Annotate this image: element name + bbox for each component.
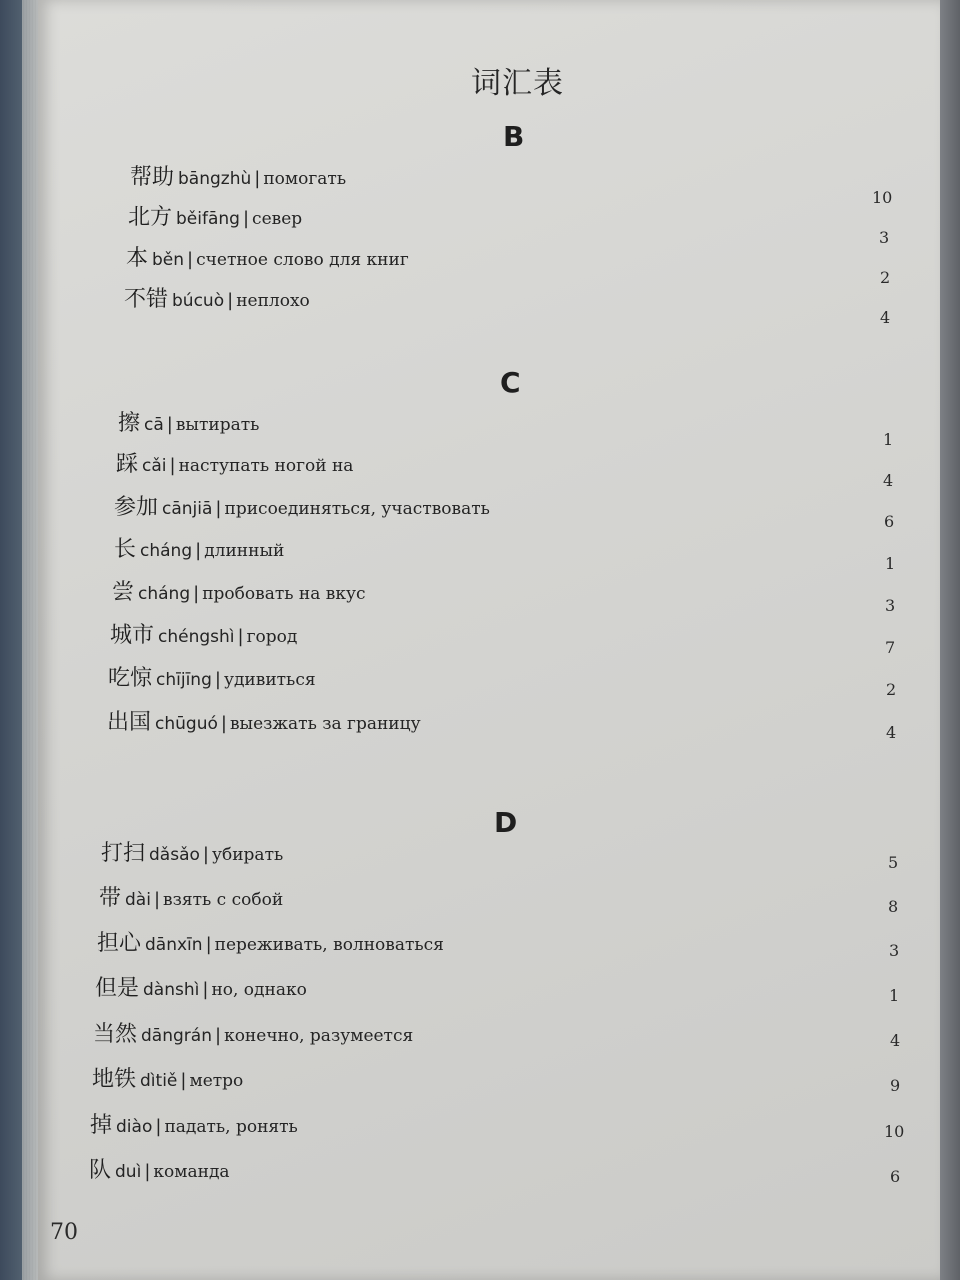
entry-meaning: наступать ногой на xyxy=(178,456,354,476)
vocab-entry xyxy=(95,975,307,1004)
entry-hanzi: 不错 xyxy=(124,287,169,312)
entry-separator: | xyxy=(202,844,209,865)
lesson-number: 8 xyxy=(888,897,899,916)
vocab-entry xyxy=(112,579,365,608)
page-number: 70 xyxy=(50,1220,78,1245)
vocab-entry xyxy=(90,1112,298,1141)
entry-pinyin: cháng xyxy=(138,584,191,604)
entry-separator: | xyxy=(166,414,173,435)
entry-meaning: присоединяться, участвовать xyxy=(224,499,490,519)
vocab-entry xyxy=(114,494,490,523)
entry-meaning: конечно, разумеется xyxy=(224,1026,414,1046)
entry-pinyin: dānxīn xyxy=(145,935,203,955)
entry-hanzi: 踩 xyxy=(116,452,139,477)
lesson-number: 2 xyxy=(880,268,891,287)
lesson-number: 6 xyxy=(884,512,895,531)
entry-meaning: счетное слово для книг xyxy=(196,250,409,270)
entry-meaning: выезжать за границу xyxy=(229,714,421,734)
lesson-number: 4 xyxy=(890,1031,901,1050)
entry-pinyin: dǎsǎo xyxy=(149,845,200,865)
lesson-number: 2 xyxy=(886,680,897,699)
entry-hanzi: 但是 xyxy=(95,976,140,1001)
entry-pinyin: běifāng xyxy=(176,209,240,229)
entry-hanzi: 当然 xyxy=(93,1022,138,1047)
entry-separator: | xyxy=(144,1161,151,1182)
book-page xyxy=(38,0,940,1280)
entry-meaning: длинный xyxy=(204,541,285,561)
entry-hanzi: 北方 xyxy=(128,205,173,230)
lesson-number: 7 xyxy=(885,638,896,657)
entry-meaning: падать, ронять xyxy=(164,1117,298,1137)
vocab-entry xyxy=(108,665,316,694)
entry-hanzi: 长 xyxy=(114,537,137,562)
lesson-number: 1 xyxy=(885,554,896,573)
lesson-number: 5 xyxy=(888,853,899,872)
entry-separator: | xyxy=(187,249,194,270)
entry-pinyin: dànshì xyxy=(143,980,200,1000)
entry-separator: | xyxy=(227,290,234,311)
entry-separator: | xyxy=(237,626,244,647)
entry-pinyin: chéngshì xyxy=(158,627,235,647)
lesson-number: 10 xyxy=(884,1122,905,1141)
entry-separator: | xyxy=(254,168,261,189)
vocab-entry xyxy=(110,622,297,651)
vocab-entry xyxy=(93,1021,413,1050)
page-title: 词汇表 xyxy=(471,66,564,101)
vocab-entry xyxy=(126,245,409,274)
entry-meaning: переживать, волноваться xyxy=(214,935,444,955)
vocab-entry xyxy=(101,840,283,869)
entry-meaning: вытирать xyxy=(175,415,260,435)
entry-separator: | xyxy=(215,498,222,519)
entry-hanzi: 帮助 xyxy=(130,165,175,190)
entry-hanzi: 吃惊 xyxy=(108,666,153,691)
entry-pinyin: chījīng xyxy=(156,670,212,690)
entry-pinyin: dìtiě xyxy=(140,1071,178,1091)
entry-pinyin: běn xyxy=(152,250,185,270)
vocab-entry xyxy=(92,1066,243,1095)
lesson-number: 4 xyxy=(880,308,891,327)
vocab-entry xyxy=(89,1157,230,1186)
lesson-number: 3 xyxy=(889,941,900,960)
section-letter-c: C xyxy=(500,366,521,399)
entry-meaning: команда xyxy=(153,1162,230,1182)
entry-hanzi: 担心 xyxy=(97,931,142,956)
vocab-entry xyxy=(107,709,421,738)
entry-separator: | xyxy=(155,1116,162,1137)
entry-meaning: неплохо xyxy=(236,291,310,311)
entry-hanzi: 擦 xyxy=(118,411,141,436)
background-surface xyxy=(940,0,960,1280)
vocab-entry xyxy=(114,536,284,565)
entry-meaning: помогать xyxy=(263,169,347,189)
lesson-number: 1 xyxy=(883,430,894,449)
entry-pinyin: cā xyxy=(144,415,164,435)
entry-separator: | xyxy=(193,583,200,604)
entry-hanzi: 队 xyxy=(89,1158,112,1183)
entry-hanzi: 掉 xyxy=(90,1113,113,1138)
entry-meaning: но, однако xyxy=(211,980,307,1000)
entry-separator: | xyxy=(242,208,250,229)
entry-meaning: метро xyxy=(189,1071,244,1091)
vocab-entry xyxy=(118,410,259,439)
entry-hanzi: 带 xyxy=(99,886,122,911)
vocab-entry xyxy=(128,204,302,233)
entry-meaning: пробовать на вкус xyxy=(202,584,366,604)
lesson-number: 3 xyxy=(879,228,890,247)
vocab-entry xyxy=(116,451,353,480)
lesson-number: 10 xyxy=(872,188,893,207)
entry-pinyin: cānjiā xyxy=(162,499,213,519)
lesson-number: 9 xyxy=(890,1076,901,1095)
entry-pinyin: búcuò xyxy=(172,291,225,311)
entry-separator: | xyxy=(153,889,161,910)
entry-pinyin: chūguó xyxy=(155,714,218,734)
entry-meaning: убирать xyxy=(211,845,284,865)
entry-meaning: удивиться xyxy=(223,670,316,690)
entry-hanzi: 城市 xyxy=(110,623,155,648)
entry-separator: | xyxy=(180,1070,187,1091)
entry-separator: | xyxy=(214,669,221,690)
vocab-entry xyxy=(124,286,310,315)
entry-meaning: север xyxy=(252,209,303,229)
entry-separator: | xyxy=(214,1025,222,1046)
entry-pinyin: bāngzhù xyxy=(178,169,252,189)
entry-hanzi: 打扫 xyxy=(101,841,146,866)
entry-meaning: город xyxy=(246,627,298,647)
entry-hanzi: 地铁 xyxy=(92,1067,137,1092)
lesson-number: 1 xyxy=(889,986,900,1005)
entry-separator: | xyxy=(220,713,227,734)
section-letter-d: D xyxy=(494,806,518,839)
entry-hanzi: 参加 xyxy=(114,495,159,520)
entry-separator: | xyxy=(169,455,176,476)
lesson-number: 3 xyxy=(885,596,896,615)
entry-pinyin: diào xyxy=(116,1117,153,1137)
entry-hanzi: 尝 xyxy=(112,580,135,605)
entry-hanzi: 本 xyxy=(126,246,149,271)
entry-pinyin: cháng xyxy=(140,541,193,561)
entry-pinyin: duì xyxy=(115,1162,142,1182)
vocab-entry xyxy=(97,930,444,959)
lesson-number: 4 xyxy=(886,723,897,742)
entry-pinyin: cǎi xyxy=(142,456,167,476)
entry-separator: | xyxy=(202,979,209,1000)
lesson-number: 4 xyxy=(883,471,894,490)
vocab-entry xyxy=(130,164,346,193)
entry-pinyin: dài xyxy=(125,890,151,910)
section-letter-b: B xyxy=(503,120,525,153)
entry-separator: | xyxy=(205,934,212,955)
entry-separator: | xyxy=(195,540,202,561)
entry-pinyin: dāngrán xyxy=(141,1026,212,1046)
entry-meaning: взять с собой xyxy=(163,890,284,910)
vocab-entry xyxy=(99,885,283,914)
lesson-number: 6 xyxy=(890,1167,901,1186)
entry-hanzi: 出国 xyxy=(107,710,152,735)
